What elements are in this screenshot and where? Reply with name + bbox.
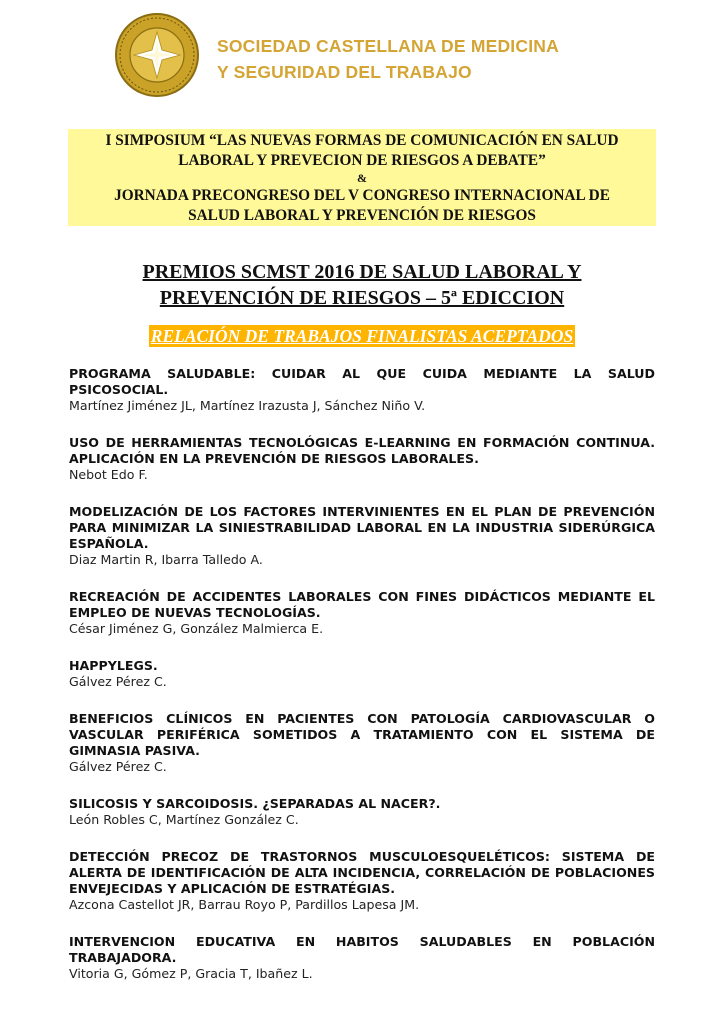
entry-title: DETECCIÓN PRECOZ DE TRASTORNOS MUSCULOESQUELÉTICOS: SISTEMA DE ALERTA DE IDENTIFICACIÓN DE ALTA INCIDENCIA, CORRELACIÓN DE POBLACIONES ENVEJECIDAS Y APLICACIÓN DE ESTRATÉGIAS. [69, 849, 655, 896]
finalist-list [69, 366, 655, 1003]
entry-authors: Gálvez Pérez C. [69, 674, 167, 689]
list-item [69, 934, 655, 982]
subtitle-container [68, 325, 656, 347]
entry-title: INTERVENCION EDUCATIVA EN HABITOS SALUDABLES EN POBLACIÓN TRABAJADORA. [69, 934, 655, 965]
entry-title: MODELIZACIÓN DE LOS FACTORES INTERVINIENTES EN EL PLAN DE PREVENCIÓN PARA MINIMIZAR LA SINIESTRABILIDAD LABORAL EN LA INDUSTRIA SIDERÚRGICA ESPAÑOLA. [69, 504, 655, 551]
banner-line-2: LABORAL Y PREVECION DE RIESGOS A DEBATE” [178, 152, 546, 169]
banner-ampersand: & [357, 171, 367, 185]
entry-authors: Nebot Edo F. [69, 467, 148, 482]
list-item [69, 796, 655, 828]
banner-line-1: I SIMPOSIUM “LAS NUEVAS FORMAS DE COMUNICACIÓN EN SALUD [105, 132, 619, 149]
org-name-line-2: Y SEGURIDAD DEL TRABAJO [217, 62, 472, 82]
banner-line-4: SALUD LABORAL Y PREVENCIÓN DE RIESGOS [188, 207, 536, 224]
entry-authors: León Robles C, Martínez González C. [69, 812, 299, 827]
event-banner [68, 129, 656, 226]
entry-authors: Azcona Castellot JR, Barrau Royo P, Pardillos Lapesa JM. [69, 897, 420, 912]
list-item [69, 849, 655, 913]
header [114, 12, 674, 104]
entry-title: HAPPYLEGS. [69, 658, 158, 673]
banner-line-3: JORNADA PRECONGRESO DEL V CONGRESO INTERNACIONAL DE [114, 187, 610, 204]
entry-authors: Gálvez Pérez C. [69, 759, 167, 774]
finalists-heading: RELACIÓN DE TRABAJOS FINALISTAS ACEPTADOS [150, 326, 574, 346]
society-seal-icon [114, 12, 200, 98]
list-item [69, 711, 655, 775]
entry-title: PROGRAMA SALUDABLE: CUIDAR AL QUE CUIDA MEDIANTE LA SALUD PSICOSOCIAL. [69, 366, 655, 397]
entry-authors: Martínez Jiménez JL, Martínez Irazusta J, Sánchez Niño V. [69, 398, 426, 413]
entry-authors: Diaz Martin R, Ibarra Talledo A. [69, 552, 263, 567]
org-name-line-1: SOCIEDAD CASTELLANA DE MEDICINA [217, 36, 559, 56]
entry-title: BENEFICIOS CLÍNICOS EN PACIENTES CON PATOLOGÍA CARDIOVASCULAR O VASCULAR PERIFÉRICA SOMETIDOS A TRATAMIENTO CON EL SISTEMA DE GIMNASIA PASIVA. [69, 711, 655, 758]
entry-authors: Vitoria G, Gómez P, Gracia T, Ibañez L. [69, 966, 313, 981]
page-title-line-1: PREMIOS SCMST 2016 DE SALUD LABORAL Y [142, 261, 582, 283]
entry-title: RECREACIÓN DE ACCIDENTES LABORALES CON FINES DIDÁCTICOS MEDIANTE EL EMPLEO DE NUEVAS TECNOLOGÍAS. [69, 589, 655, 620]
list-item [69, 658, 655, 690]
list-item [69, 435, 655, 483]
page-title-line-2: PREVENCIÓN DE RIESGOS – 5ª EDICCION [159, 287, 565, 309]
list-item [69, 589, 655, 637]
page-title [68, 259, 656, 311]
list-item [69, 366, 655, 414]
entry-title: USO DE HERRAMIENTAS TECNOLÓGICAS E-LEARNING EN FORMACIÓN CONTINUA. APLICACIÓN EN LA PREVENCIÓN DE RIESGOS LABORALES. [69, 435, 655, 466]
entry-title: SILICOSIS Y SARCOIDOSIS. ¿SEPARADAS AL NACER?. [69, 796, 441, 811]
entry-authors: César Jiménez G, González Malmierca E. [69, 621, 324, 636]
list-item [69, 504, 655, 568]
